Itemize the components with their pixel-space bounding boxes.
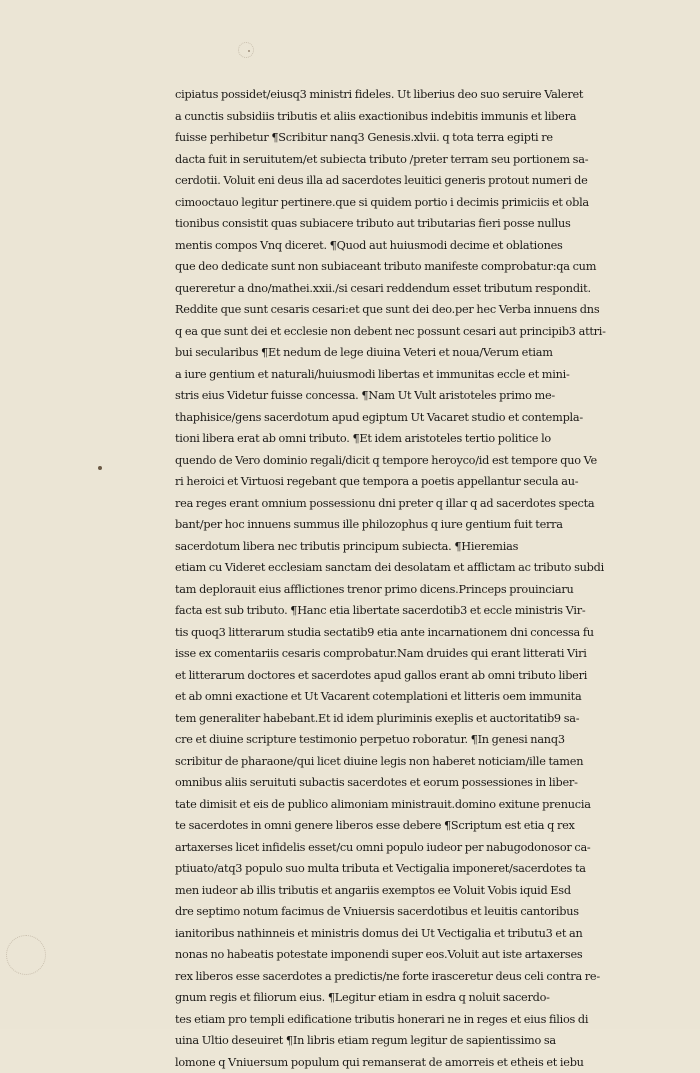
text-line: quendo de Vero dominio regali/dicit q tempore heroyco/id est tempore quo Ve: [175, 450, 655, 472]
paper-stain-left: [6, 935, 46, 975]
text-line: men iudeor ab illis tributis et angariis exemptos ee Voluit Vobis iquid Esd: [175, 880, 655, 902]
text-line: et ab omni exactione et Ut Vacarent cotemplationi et litteris oem immunita: [175, 686, 655, 708]
text-line: gnum regis et filiorum eius. ¶Legitur etiam in esdra q noluit sacerdo-: [175, 987, 655, 1009]
text-line: tis quoq3 litterarum studia sectatib9 etia ante incarnationem dni concessa fu: [175, 622, 655, 644]
text-line: scribitur de pharaone/qui licet diuine legis non haberet noticiam/ille tamen: [175, 751, 655, 773]
text-line: fuisse perhibetur ¶Scribitur nanq3 Genesis.xlvii. q tota terra egipti re: [175, 127, 655, 149]
text-line: que deo dedicate sunt non subiaceant tributo manifeste comprobatur:qa cum: [175, 256, 655, 278]
paper-stain-top: [238, 42, 254, 58]
text-line: tionibus consistit quas subiacere tributo aut tributarias fieri posse nullus: [175, 213, 655, 235]
text-line: et litterarum doctores et sacerdotes apud gallos erant ab omni tributo liberi: [175, 665, 655, 687]
text-line: ptiuato/atq3 populo suo multa tributa et Vectigalia imponeret/sacerdotes ta: [175, 858, 655, 880]
text-line: a iure gentium et naturali/huiusmodi libertas et immunitas eccle et mini-: [175, 364, 655, 386]
text-line: facta est sub tributo. ¶Hanc etia libertate sacerdotib3 et eccle ministris Vir-: [175, 600, 655, 622]
text-line: tem generaliter habebant.Et id idem pluriminis exeplis et auctoritatib9 sa-: [175, 708, 655, 730]
text-line: Reddite que sunt cesaris cesari:et que sunt dei deo.per hec Verba innuens dns: [175, 299, 655, 321]
text-line: nonas no habeatis potestate imponendi super eos.Voluit aut iste artaxerses: [175, 944, 655, 966]
text-line: mentis compos Vnq diceret. ¶Quod aut huiusmodi decime et oblationes: [175, 235, 655, 257]
text-line: etiam cu Videret ecclesiam sanctam dei desolatam et afflictam ac tributo subdi: [175, 557, 655, 579]
text-line: ianitoribus nathinneis et ministris domus dei Ut Vectigalia et tributu3 et an: [175, 923, 655, 945]
text-line: lomone q Vniuersum populum qui remanserat de amorreis et etheis et iebu: [175, 1052, 655, 1073]
text-line: sacerdotum libera nec tributis principum subiecta. ¶Hieremias: [175, 536, 655, 558]
text-line: ri heroici et Virtuosi regebant que tempora a poetis appellantur secula au-: [175, 471, 655, 493]
text-line: isse ex comentariis cesaris comprobatur.Nam druides qui erant litterati Viri: [175, 643, 655, 665]
text-line: rea reges erant omnium possessionu dni preter q illar q ad sacerdotes specta: [175, 493, 655, 515]
text-line: cerdotii. Voluit eni deus illa ad sacerdotes leuitici generis protout numeri de: [175, 170, 655, 192]
text-line: q ea que sunt dei et ecclesie non debent nec possunt cesari aut principib3 attri-: [175, 321, 655, 343]
text-line: omnibus aliis seruituti subactis sacerdotes et eorum possessiones in liber-: [175, 772, 655, 794]
text-line: bant/per hoc innuens summus ille philozophus q iure gentium fuit terra: [175, 514, 655, 536]
text-line: tes etiam pro templi edificatione tributis honerari ne in reges et eius filios di: [175, 1009, 655, 1031]
text-line: cipiatus possidet/eiusq3 ministri fideles. Ut liberius deo suo seruire Valeret: [175, 84, 655, 106]
text-line: dacta fuit in seruitutem/et subiecta tributo /preter terram seu portionem sa-: [175, 149, 655, 171]
ink-speck: [248, 50, 250, 52]
text-line: stris eius Videtur fuisse concessa. ¶Nam Ut Vult aristoteles primo me-: [175, 385, 655, 407]
text-line: tam deplorauit eius afflictiones trenor primo dicens.Princeps prouinciaru: [175, 579, 655, 601]
text-line: bui secularibus ¶Et nedum de lege diuina Veteri et noua/Verum etiam: [175, 342, 655, 364]
text-line: tate dimisit et eis de publico alimoniam ministrauit.domino exitune prenucia: [175, 794, 655, 816]
text-line: tioni libera erat ab omni tributo. ¶Et idem aristoteles tertio politice lo: [175, 428, 655, 450]
text-line: te sacerdotes in omni genere liberos esse debere ¶Scriptum est etia q rex: [175, 815, 655, 837]
text-line: quereretur a dno/mathei.xxii./si cesari reddendum esset tributum respondit.: [175, 278, 655, 300]
ink-spot: [98, 466, 102, 470]
text-line: dre septimo notum facimus de Vniuersis sacerdotibus et leuitis cantoribus: [175, 901, 655, 923]
text-line: cimooctauo legitur pertinere.que si quidem portio i decimis primiciis et obla: [175, 192, 655, 214]
text-block: [175, 84, 655, 1073]
text-line: uina Ultio deseuiret ¶In libris etiam regum legitur de sapientissimo sa: [175, 1030, 655, 1052]
text-line: rex liberos esse sacerdotes a predictis/ne forte irasceretur deus celi contra re-: [175, 966, 655, 988]
text-line: thaphisice/gens sacerdotum apud egiptum Ut Vacaret studio et contempla-: [175, 407, 655, 429]
text-line: cre et diuine scripture testimonio perpetuo roboratur. ¶In genesi nanq3: [175, 729, 655, 751]
text-line: a cunctis subsidiis tributis et aliis exactionibus indebitis immunis et libera: [175, 106, 655, 128]
text-line: artaxerses licet infidelis esset/cu omni populo iudeor per nabugodonosor ca-: [175, 837, 655, 859]
